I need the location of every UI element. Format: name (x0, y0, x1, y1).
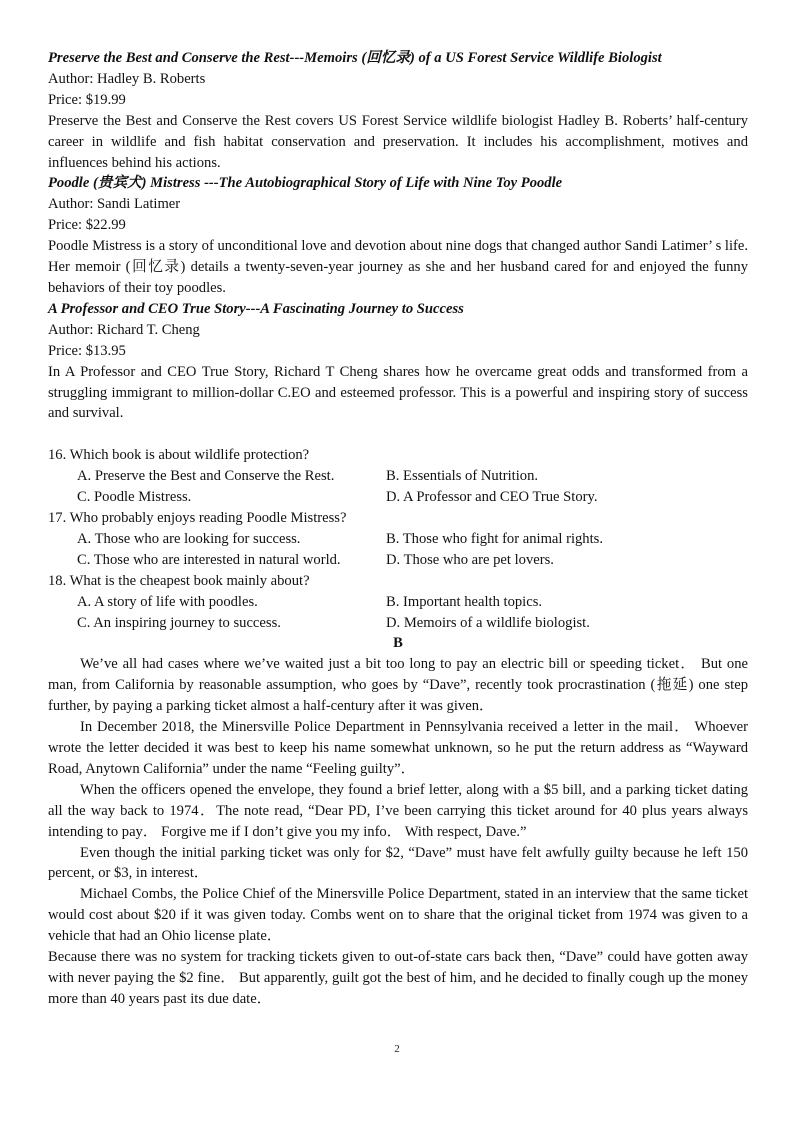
option-c: C. Poodle Mistress. (77, 489, 192, 506)
option-c: C. Those who are interested in natural world. (77, 551, 341, 568)
book-price: Price: $22.99 (48, 217, 126, 234)
question-list (48, 445, 748, 633)
option-d: D. Those who are pet lovers. (386, 551, 554, 568)
book-author: Author: Richard T. Cheng (48, 321, 200, 338)
book-description: Poodle Mistress is a story of unconditional love and devotion about nine dogs that changed author Sandi Latimer’ s life. Her memoir (回忆录) details a twenty-seven-year journey as she and her husband cared for and enjoyed the funny behaviors of their toy poodles. (48, 238, 748, 296)
question-16 (48, 445, 748, 508)
option-a: A. Those who are looking for success. (77, 530, 301, 547)
book-price: Price: $13.95 (48, 342, 126, 359)
option-d: D. A Professor and CEO True Story. (386, 489, 598, 506)
question-stem: 16. Which book is about wildlife protection? (48, 447, 310, 464)
book-entry-1 (48, 48, 748, 173)
option-row (48, 550, 748, 571)
passage-paragraph: Because there was no system for tracking tickets given to out-of-state cars back then, “Dave” could have gotten away with never paying the $2 fine． But apparently, guilt got the best of him, and he decided to finally cough up the money more than 40 years past its due date． (48, 949, 748, 1007)
option-b: B. Essentials of Nutrition. (386, 468, 539, 485)
option-d: D. Memoirs of a wildlife biologist. (386, 614, 590, 631)
option-c: C. An inspiring journey to success. (77, 614, 281, 631)
option-row (48, 613, 748, 634)
passage-paragraph: Michael Combs, the Police Chief of the Minersville Police Department, stated in an interview that the same ticket would cost about $20 if it was given today. Combs went on to share that the original ticket from 1974 was given to a vehicle that had an Ohio license plate． (48, 886, 748, 945)
passage-paragraph: We’ve all had cases where we’ve waited just a bit too long to pay an electric bill or speeding ticket． But one man, from California by reasonable assumption, who goes by “Dave”, recently took procrastination (拖延) one step further, by paying a parking ticket almost a half-century after it was given． (48, 656, 748, 715)
book-title: A Professor and CEO True Story---A Fascinating Journey to Success (48, 300, 464, 317)
book-entry-3 (48, 299, 748, 424)
option-a: A. A story of life with poodles. (77, 593, 258, 610)
option-row (48, 466, 748, 487)
option-b: B. Important health topics. (386, 593, 543, 610)
book-description: In A Professor and CEO True Story, Richard T Cheng shares how he overcame great odds and transformed from a struggling immigrant to million-dollar C.EO and esteemed professor. This is a powerful and inspiring story of success and survival. (48, 363, 748, 422)
question-18 (48, 571, 748, 634)
question-17 (48, 508, 748, 571)
book-title: Preserve the Best and Conserve the Rest---Memoirs (回忆录) of a US Forest Service Wildlife Biologist (48, 50, 662, 66)
page-number: 2 (394, 1043, 400, 1055)
question-stem: 18. What is the cheapest book mainly about? (48, 572, 310, 589)
document-page (48, 48, 748, 1010)
option-b: B. Those who fight for animal rights. (386, 530, 603, 547)
book-author: Author: Hadley B. Roberts (48, 70, 206, 87)
passage-paragraph: In December 2018, the Minersville Police Department in Pennsylvania received a letter in the mail． Whoever wrote the letter decided it was best to keep his name somewhat unknown, so he put the return address as “Wayward Road, Anytown California” under the name “Feeling guilty”． (48, 719, 748, 777)
section-heading: B (393, 635, 403, 652)
passage-paragraph: Even though the initial parking ticket was only for $2, “Dave” must have felt awfully guilty because he left 150 percent, or $3, in interest． (48, 844, 748, 882)
book-author: Author: Sandi Latimer (48, 196, 181, 213)
book-price: Price: $19.99 (48, 91, 126, 108)
option-row (48, 529, 748, 550)
book-title: Poodle (贵宾犬) Mistress ---The Autobiographical Story of Life with Nine Toy Poodle (48, 175, 563, 192)
book-description: Preserve the Best and Conserve the Rest covers US Forest Service wildlife biologist Hadley B. Roberts’ half-century career in wildlife and fish habitat conservation and preservation. It includes his accomplishment, motives and influences behind his actions. (48, 112, 748, 171)
option-row (48, 487, 748, 508)
question-stem: 17. Who probably enjoys reading Poodle Mistress? (48, 510, 347, 527)
passage-paragraph: When the officers opened the envelope, they found a brief letter, along with a $5 bill, and a parking ticket dating all the way back to 1974．The note read, “Dear PD, I’ve been carrying this ticket around for 40 plus years always intending to pay． Forgive me if I don’t give you my info． With respect, Dave.” (48, 781, 748, 840)
option-row (48, 592, 748, 613)
passage-b (48, 633, 748, 1009)
option-a: A. Preserve the Best and Conserve the Rest. (77, 468, 335, 485)
book-entry-2 (48, 173, 748, 298)
